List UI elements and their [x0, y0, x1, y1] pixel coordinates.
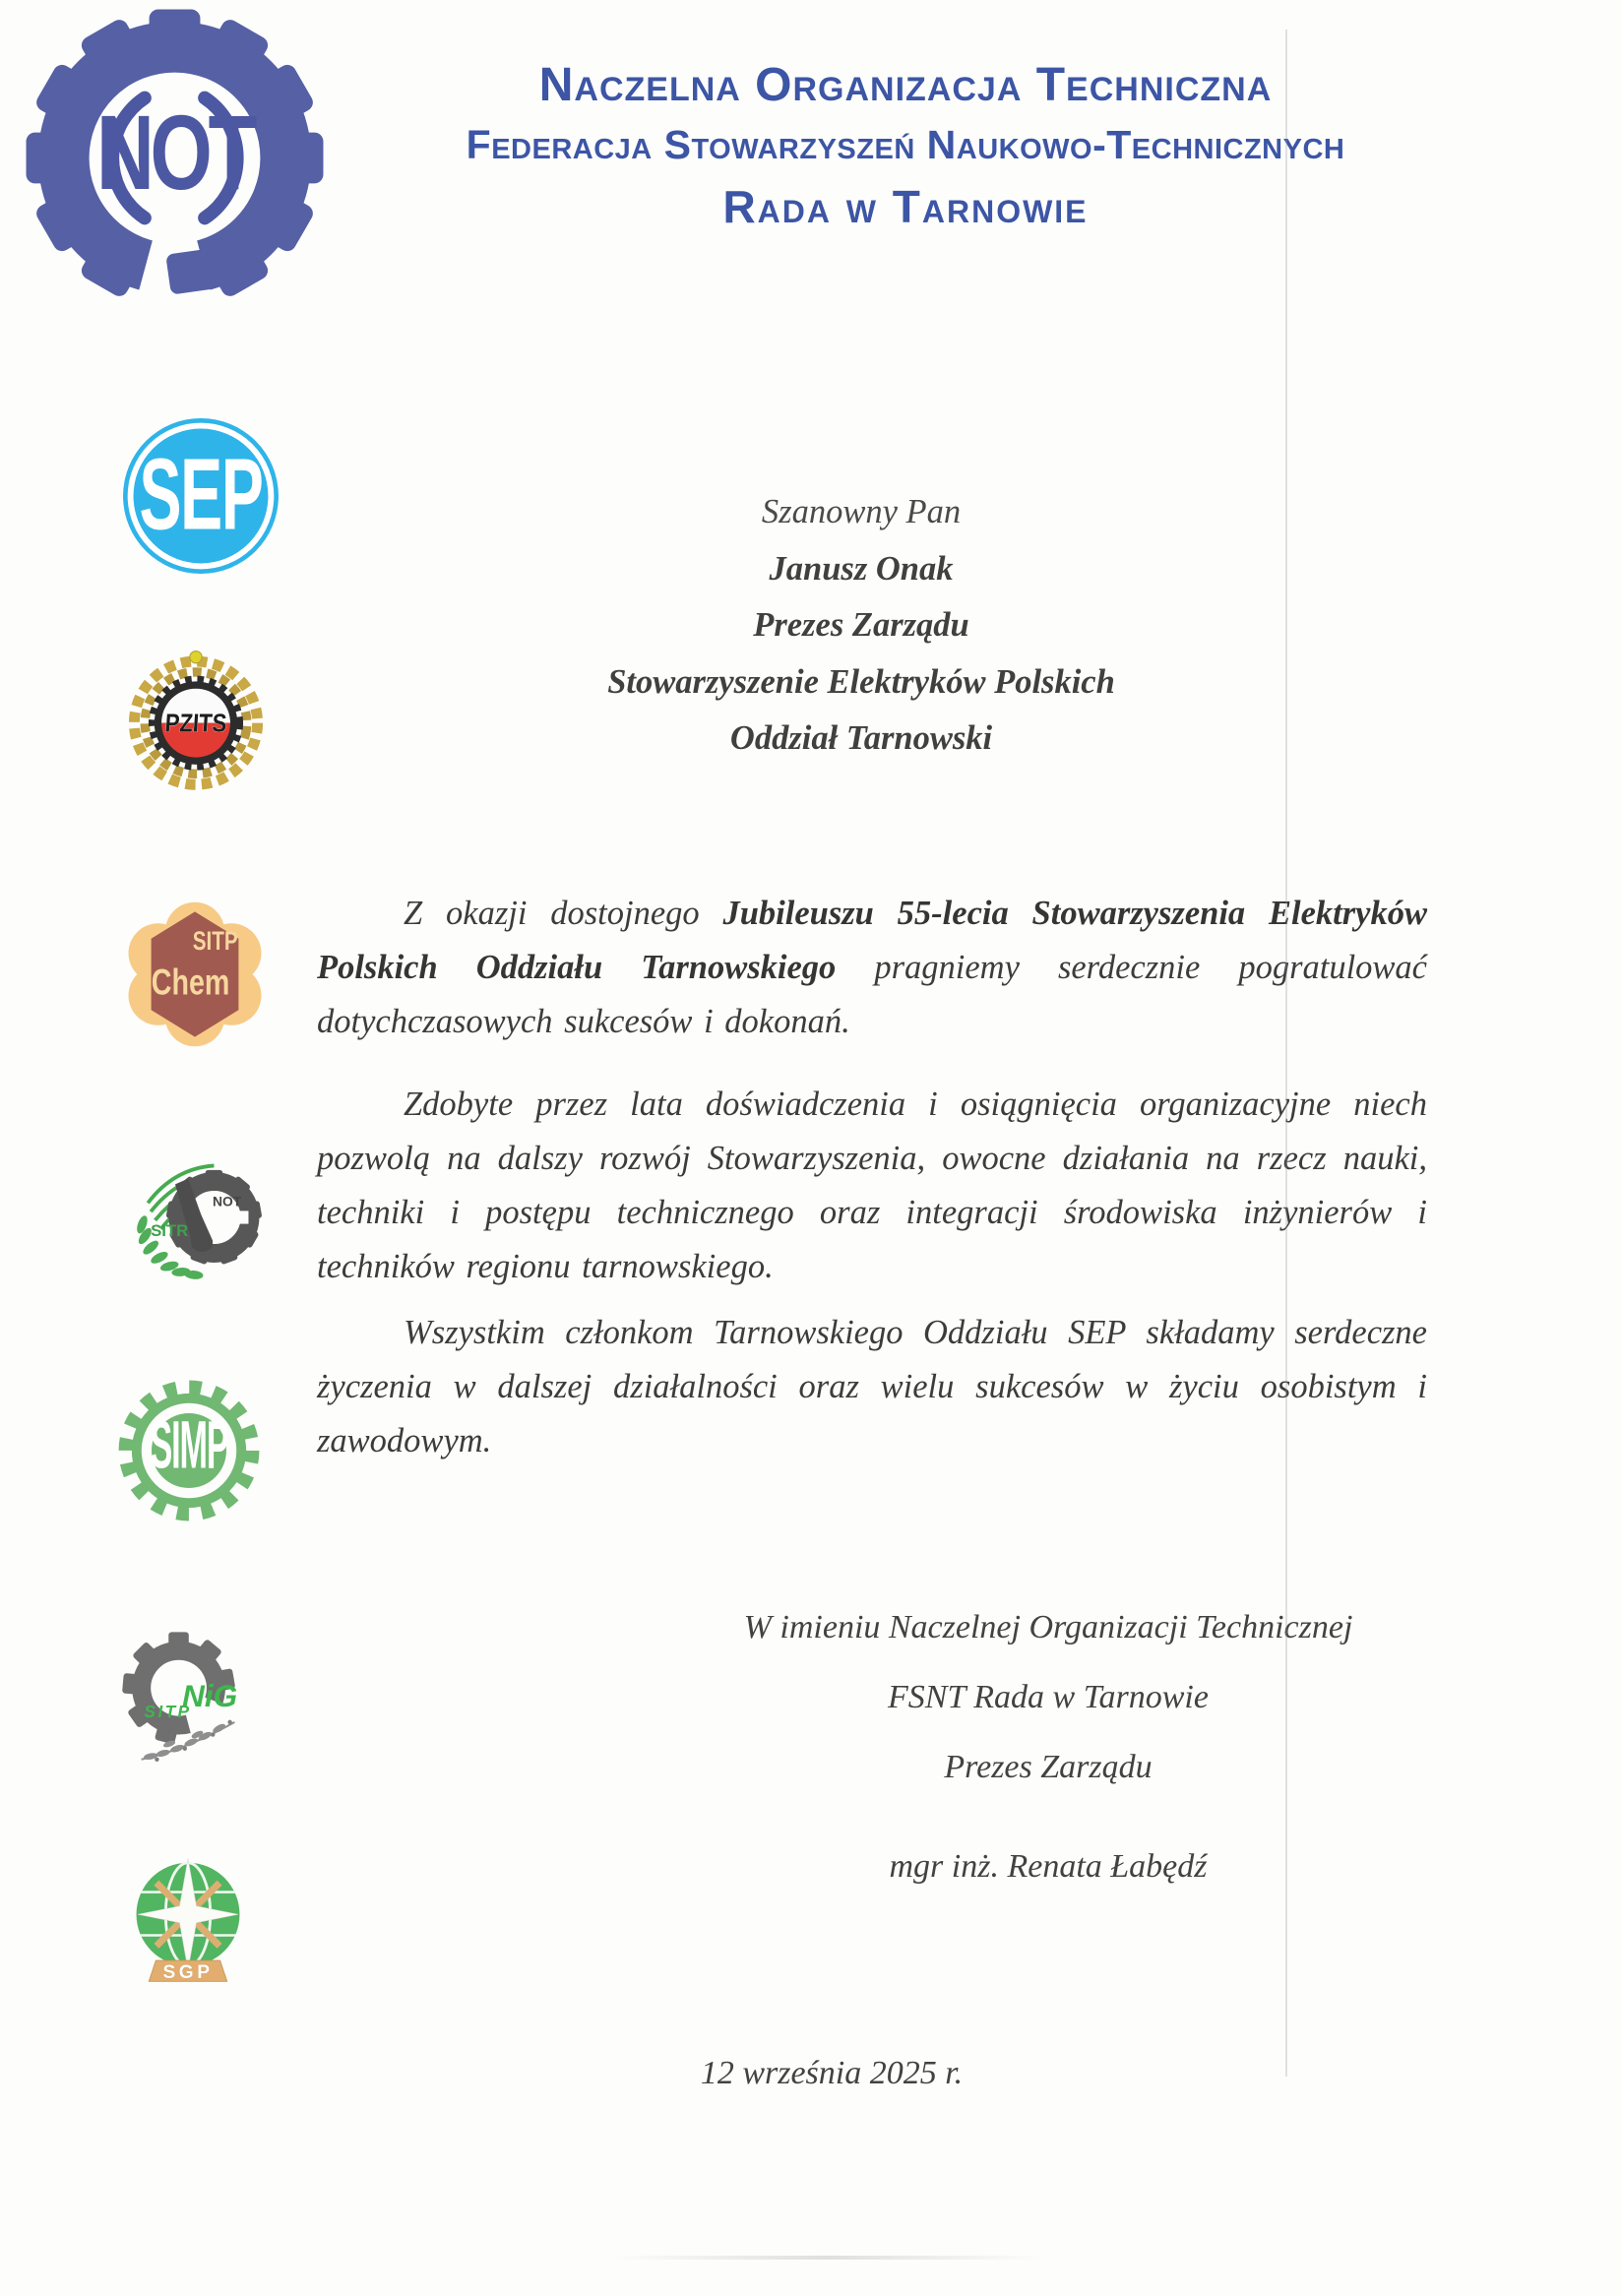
compass-star [138, 1859, 238, 1970]
sitr-sitr-text: SITR [151, 1220, 189, 1240]
recipient-salutation: Szanowny Pan [761, 493, 962, 530]
sgp-logo-text: SGP [162, 1961, 214, 1983]
signer-name: mgr inż. Renata Łabędź [889, 1848, 1208, 1885]
signoff-line1: W imieniu Naczelnej Organizacji Technicznej [743, 1609, 1353, 1645]
sgp-globe-icon [118, 1850, 258, 2004]
sitpnig-gear-icon [110, 1626, 266, 1773]
pzits-wreath-icon [124, 646, 268, 793]
recipient-organization: Stowarzyszenie Elektryków Polskich [607, 662, 1115, 701]
sitpnig-sitp-text: SITP [144, 1702, 192, 1722]
signoff-block [610, 1592, 1486, 1802]
org-name-line3: Rada w Tarnowie [722, 181, 1089, 232]
body-paragraph-2: Zdobyte przez lata doświadczenia i osiągnięcia organizacyjne niech pozwolą na dalszy rozwój Stowarzyszenia, owocne działania na rzecz nauki, techniki i postępu technicznego oraz integracji środowiska inżynierów i techników regionu tarnowskiego. [317, 1085, 1427, 1285]
paragraph1-closing-text: pragniemy serdecznie pogratulować dotychczasowych sukcesów i dokonań. [317, 948, 1427, 1040]
paragraph1-regular-text: Z okazji dostojnego [404, 894, 723, 932]
sitr-logo [122, 1146, 266, 1289]
not-logo-text: NOT [95, 93, 254, 213]
sgp-logo [118, 1850, 258, 2004]
wreath-top-dot [190, 652, 202, 663]
simp-logo-text: SIMP [150, 1407, 228, 1483]
sitpchem-logo [122, 901, 268, 1047]
recipient-title: Prezes Zarządu [753, 606, 969, 644]
not-logo [25, 8, 325, 308]
sitpnig-logo [110, 1626, 266, 1773]
body-paragraph-3: Wszystkim członkom Tarnowskiego Oddziału SEP składamy serdeczne życzenia w dalszej działalności oraz wielu sukcesów w życiu osobistym i zawodowym. [317, 1313, 1427, 1459]
sitr-gear-wheat-icon [122, 1146, 266, 1289]
recipient-branch: Oddział Tarnowski [729, 719, 993, 757]
body-paragraph-1 [317, 887, 1427, 1049]
org-name-line1: Naczelna Organizacja Techniczna [538, 59, 1273, 111]
simp-gear-icon [114, 1376, 264, 1525]
sitr-not-text: NOT [212, 1193, 242, 1210]
scan-artifact-smudge [610, 2256, 1043, 2260]
org-name-line2: Federacja Stowarzyszeń Naukowo-Technicznych [466, 122, 1345, 167]
signoff-line2: FSNT Rada w Tarnowie [888, 1679, 1209, 1715]
sep-logo-text: SEP [139, 438, 263, 552]
paragraph1-bold-text: Jubileuszu 55-lecia Stowarzyszenia Elektryków Polskich Oddziału Tarnowskiego [317, 894, 1427, 986]
sitpchem-chem-text: Chem [151, 962, 230, 1003]
not-gear-icon [25, 8, 325, 308]
scan-artifact-line [1285, 30, 1287, 2077]
pzits-logo-text: PZITS [163, 709, 228, 738]
letterhead [423, 55, 1388, 240]
date-line: 12 września 2025 r. [700, 2055, 964, 2091]
signoff-line3: Prezes Zarządu [944, 1749, 1153, 1785]
recipient-block [325, 484, 1398, 768]
sep-circle-icon [118, 413, 283, 579]
sitpchem-sitp-text: SITP [192, 927, 238, 957]
sep-logo [118, 413, 283, 579]
gear-notch [237, 1210, 249, 1223]
sitpchem-flower-icon [122, 901, 268, 1047]
pzits-logo [124, 646, 268, 793]
sitpnig-nig-text: NiG [182, 1678, 238, 1714]
simp-logo [114, 1376, 264, 1525]
recipient-name: Janusz Onak [769, 549, 954, 588]
